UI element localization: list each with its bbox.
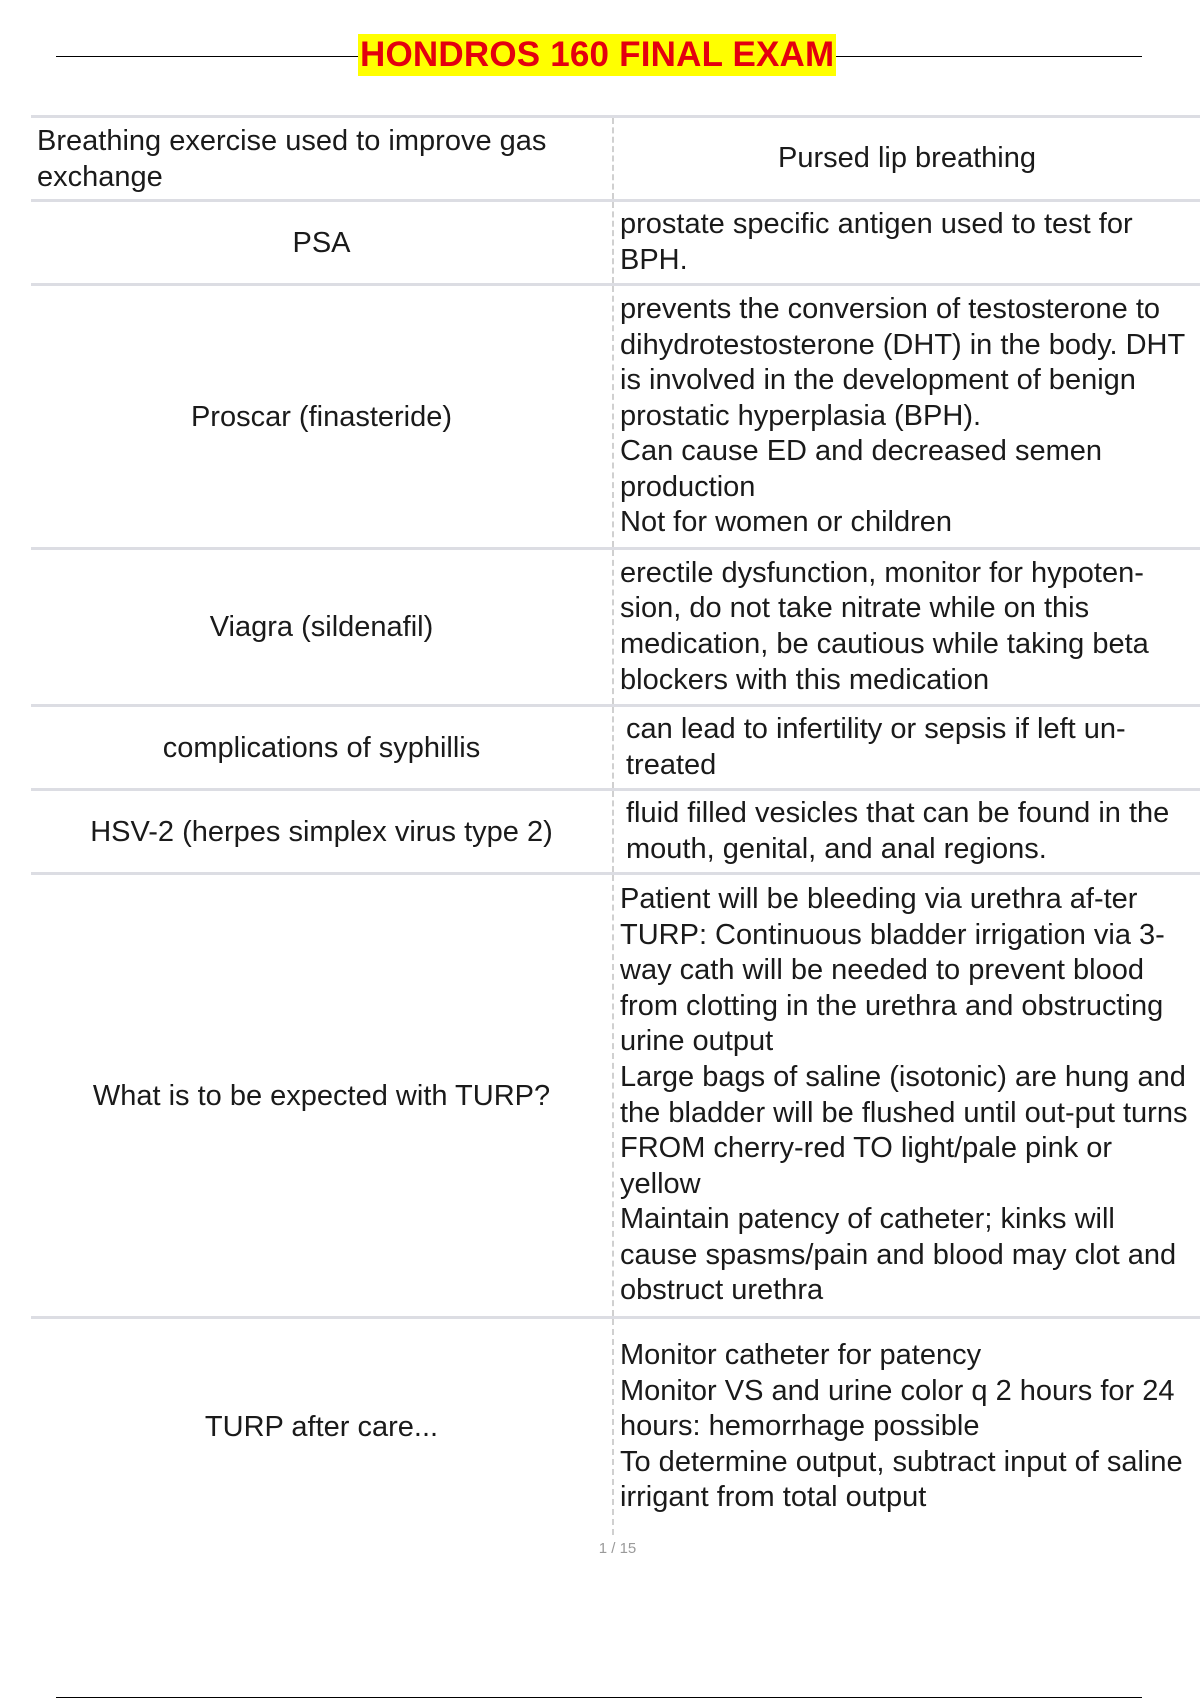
- row-term: PSA: [31, 202, 614, 283]
- row-definition: fluid filled vesicles that can be found in the mouth, genital, and anal regions.: [626, 796, 1170, 865]
- row-term: Breathing exercise used to improve gas exchange: [31, 118, 614, 199]
- row-term: What is to be expected with TURP?: [31, 875, 614, 1316]
- row-term: HSV-2 (herpes simplex virus type 2): [31, 791, 614, 872]
- row-term: Proscar (finasteride): [31, 286, 614, 547]
- row-definition: Pursed lip breathing: [778, 141, 1036, 174]
- table-row: [31, 875, 1200, 1319]
- row-term: Viagra (sildenafil): [31, 550, 614, 704]
- row-term: complications of syphillis: [31, 707, 614, 788]
- page-number: 1 / 15: [598, 1540, 637, 1557]
- page-header: [56, 30, 1142, 82]
- table-row: [31, 118, 1200, 202]
- row-term: TURP after care...: [31, 1319, 614, 1535]
- row-definition: prevents the conversion of testosterone to dihydrotestosterone (DHT) in the body. DHT is involved in the development of benign prostatic hyperplasia (BPH). Can cause ED and decreased semen production Not for women or children: [620, 292, 1185, 539]
- row-definition: erectile dysfunction, monitor for hypoten-sion, do not take nitrate while on this medication, be cautious while taking beta blockers with this medication: [620, 556, 1149, 696]
- row-definition: prostate specific antigen used to test for BPH.: [620, 207, 1133, 276]
- table-row: [31, 707, 1200, 791]
- table-row: [31, 550, 1200, 707]
- footer-rule: [56, 1697, 1142, 1698]
- table-row: [31, 286, 1200, 550]
- table-row: [31, 791, 1200, 875]
- row-definition: Monitor catheter for patency Monitor VS and urine color q 2 hours for 24 hours: hemorrhage possible To determine output, subtract input of saline irrigant from total output: [620, 1339, 1183, 1514]
- table-row: [31, 202, 1200, 286]
- document-title: HONDROS 160 FINAL EXAM: [360, 35, 835, 74]
- flashcard-table: [31, 115, 1200, 1535]
- row-definition: can lead to infertility or sepsis if left un-treated: [626, 712, 1126, 781]
- row-definition: Patient will be bleeding via urethra af-ter TURP: Continuous bladder irrigation via 3-way cath will be needed to prevent blood from clotting in the urethra and obstructing urine output Large bags of saline (isotonic) are hung and the bladder will be flushed until out-put turns FROM cherry-red TO light/pale pink or yellow Maintain patency of catheter; kinks will cause spasms/pain and blood may clot and obstruct urethra: [620, 882, 1188, 1307]
- table-row: [31, 1319, 1200, 1535]
